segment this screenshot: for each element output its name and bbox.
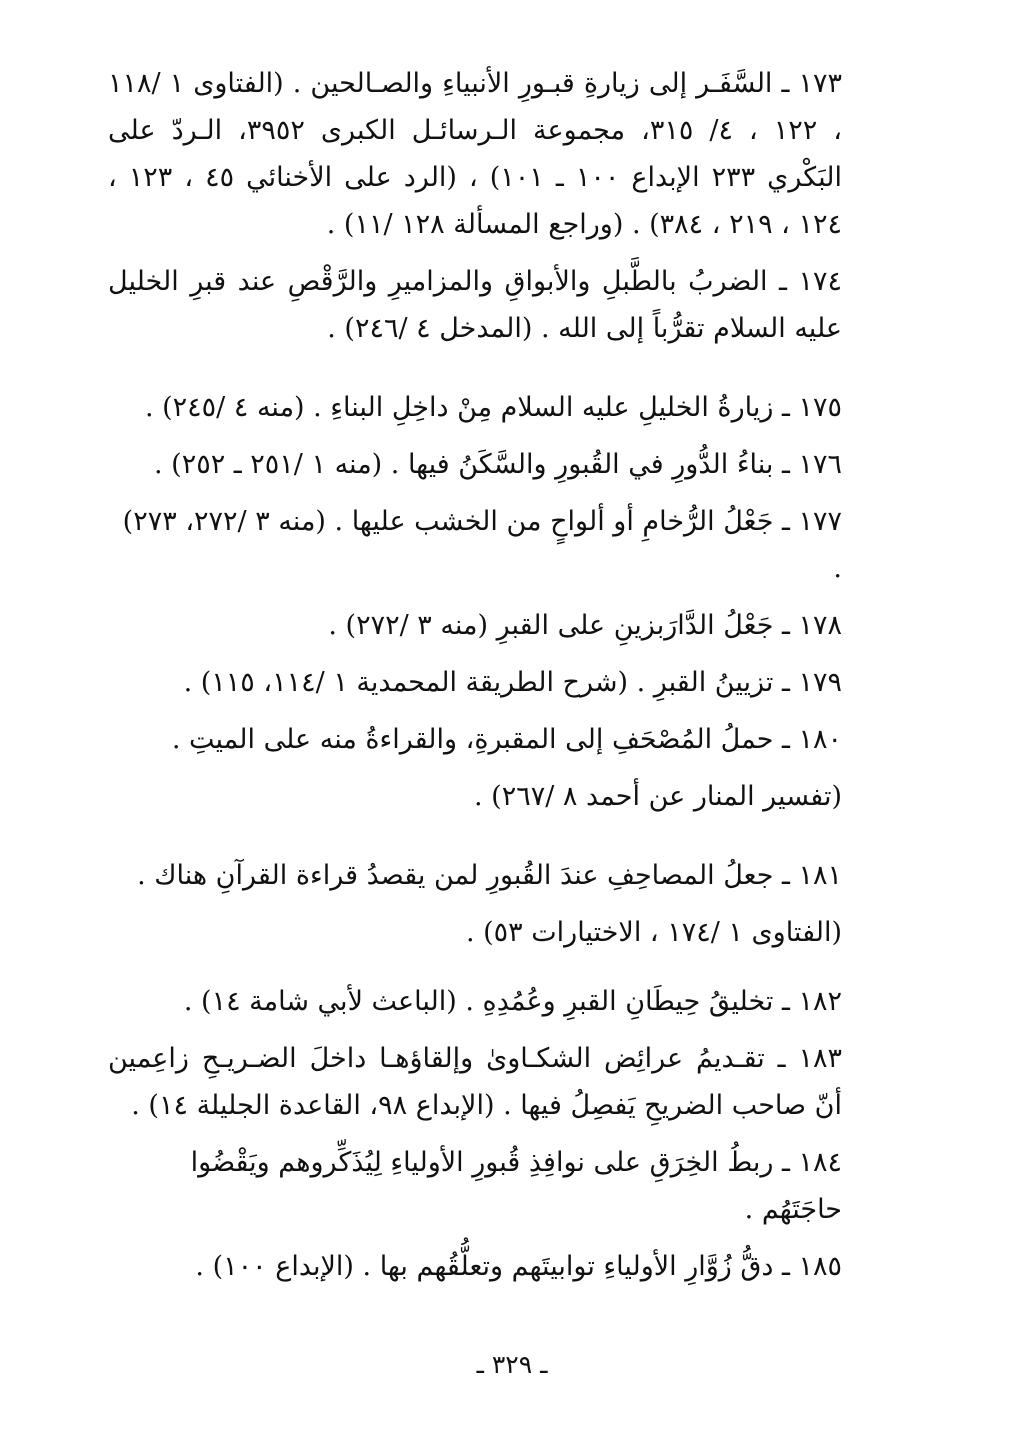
entry-184: ١٨٤ ـ ربطُ الخِرَقِ على نوافِذِ قُبورِ الأولياءِ لِيُذَكِّروهم ويَقْضُوا حاجَتَهُم . [190, 1147, 842, 1225]
entry-177: ١٧٧ ـ جَعْلُ الرُّخامِ أو ألواحٍ من الخشب عليها . (منه ٣ /٢٧٢، ٢٧٣) . [122, 506, 842, 584]
entry-175: ١٧٥ ـ زيارةُ الخليلِ عليه السلام مِنْ داخِلِ البناءِ . (منه ٤ /٢٤٥) . [144, 392, 842, 423]
entry-182: ١٨٢ ـ تخليقُ حِيطَانِ القبرِ وعُمُدِهِ . (الباعث لأبي شامة ١٤) . [183, 986, 842, 1017]
entry-176: ١٧٦ ـ بناءُ الدُّورِ في القُبورِ والسَّكَنُ فيها . (منه ١ /٢٥١ ـ ٢٥٢) . [153, 449, 842, 480]
entry-180-reference: (تفسير المنار عن أحمد ٨ /٢٦٧) . [474, 781, 842, 812]
entry-178: ١٧٨ ـ جَعْلُ الدَّارَبزينِ على القبرِ (منه ٣ /٢٧٢) . [328, 610, 842, 641]
page-body [108, 60, 920, 1400]
entry-185: ١٨٥ ـ دقُّ زُوَّارِ الأولياءِ توابيتَهم وتعلُّقُهم بها . (الإبداع ١٠٠) . [195, 1251, 842, 1282]
entry-174: ١٧٤ ـ الضربُ بالطَّبلِ والأبواقِ والمزاميرِ والرَّقْصِ عند قبرِ الخليل عليه السلام تقرُّباً إلى الله . (المدخل ٤ /٢٤٦) . [108, 266, 842, 344]
entry-183: ١٨٣ ـ تقـديمُ عرائِض الشكـاوىٰ وإلقاؤهـا داخلَ الضـريـحِ زاعِمين أنّ صاحب الضريحِ يَفصِلُ فيها . (الإبداع ٩٨، القاعدة الجليلة ١٤) . [108, 1043, 842, 1121]
page-number: ـ ٣٢٩ ـ [476, 1350, 548, 1379]
entry-179: ١٧٩ ـ تزيينُ القبرِ . (شرح الطريقة المحمدية ١ /١١٤، ١١٥) . [183, 667, 842, 698]
entry-180: ١٨٠ ـ حملُ المُصْحَفِ إلى المقبرةِ، والقراءةُ منه على الميتِ . [171, 724, 842, 755]
entry-173: ١٧٣ ـ السَّفَـر إلى زيارةِ قبـورِ الأنبياءِ والصـالحين . (الفتاوى ١ /١١٨ ، ١٢٢ ، ٤/ ٣١٥، مجموعة الـرسائـل الكبرى ٣٩٥٢، الـردّ على البَكْري ٢٣٣ الإبداع ١٠٠ ـ ١٠١) ، (الرد على الأخنائي ٤٥ ، ١٢٣ ، ١٢٤ ، ٢١٩ ، ٣٨٤) . (وراجع المسألة ١٢٨ /١١) . [108, 68, 843, 240]
entry-181-reference: (الفتاوى ١ /١٧٤ ، الاختيارات ٥٣) . [465, 917, 842, 948]
entry-181: ١٨١ ـ جعلُ المصاحِفِ عندَ القُبورِ لمن يقصدُ قراءة القرآنِ هناك . [137, 860, 842, 891]
